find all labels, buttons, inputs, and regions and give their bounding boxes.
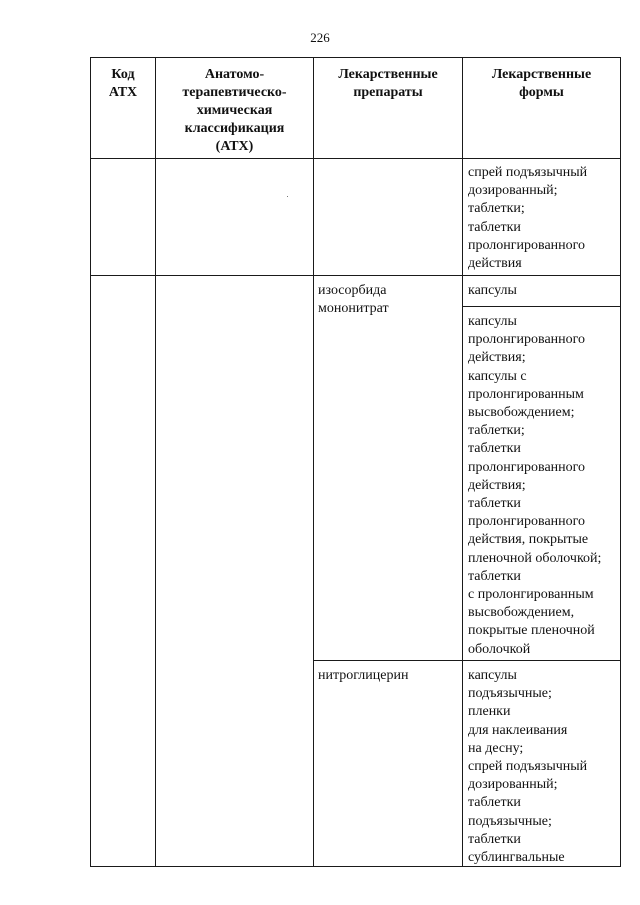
row3-forms-cell: капсулы подъязычные; пленки для наклеивания на десну; спрей подъязычный дозированный; таблетки подъязычные; таблетки сублингвальные: [468, 668, 588, 866]
page-number: 226: [310, 30, 330, 45]
header-code: Код АТХ: [108, 67, 138, 100]
row2-drug-cell: изосорбида мононитрат: [318, 283, 389, 317]
header-classification: Анатомо- терапевтическо- химическая классификация (АТХ): [182, 67, 287, 154]
header-separator: [90, 158, 621, 159]
row3-drug-cell: нитроглицерин: [318, 668, 409, 683]
header-forms: Лекарственные формы: [491, 67, 592, 100]
column-separator-3: [462, 57, 463, 867]
table-border-left: [90, 57, 91, 867]
row-separator-drugs: [313, 660, 621, 661]
column-separator-2: [313, 57, 314, 867]
table-border-right: [620, 57, 621, 867]
column-separator-1: [155, 57, 156, 867]
row1-forms-cell: спрей подъязычный дозированный; таблетки; таблетки пролонгированного действия: [468, 165, 588, 272]
row2-forms-cell-b: капсулы пролонгированного действия; капсулы с пролонгированным высвобождением; таблетки; таблетки пролонгированного действия; таблетки пролонгированного действия, покрытые пленочной оболочкой; таблетки с пролонгированным высвобождением, покрытые пленочной оболочкой: [468, 314, 602, 657]
header-drugs: Лекарственные препараты: [338, 67, 438, 100]
forms-subrow-separator: [462, 306, 621, 307]
scan-artifact: [287, 196, 288, 197]
row2-forms-cell-a: капсулы: [468, 283, 517, 298]
table-border-top: [90, 57, 621, 58]
row-separator: [90, 275, 621, 276]
